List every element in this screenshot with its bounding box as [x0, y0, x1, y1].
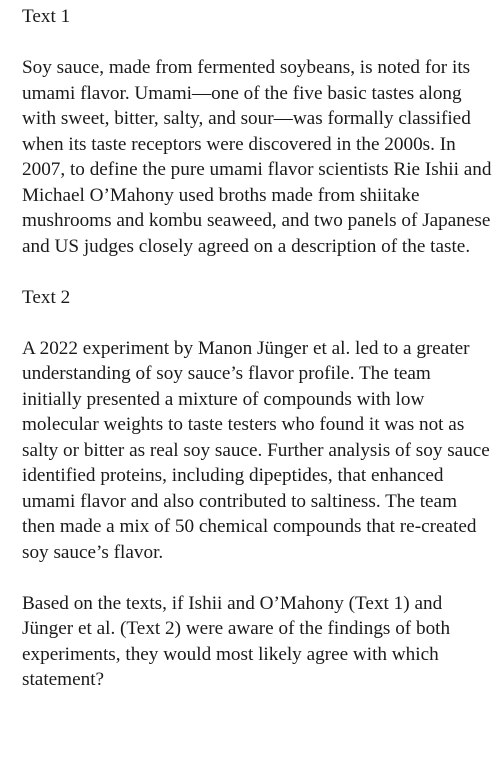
text-2-body: A 2022 experiment by Manon Jünger et al. led to a greater understanding of soy sauce’s flavor profile. The team initially presented a mixture of compounds with low molecular weights to taste testers who found it was not as salty or bitter as real soy sauce. Further analysis of soy sauce identified proteins, including dipeptides, that enhanced umami flavor and also contributed to saltiness. The team then made a mix of 50 chemical compounds that re-created soy sauce’s flavor.: [22, 337, 490, 563]
text-2-heading: Text 2: [22, 286, 71, 308]
reading-passage: [22, 4, 492, 693]
text-1-body: Soy sauce, made from fermented soybeans, is noted for its umami flavor. Umami—one of the five basic tastes along with sweet, bitter, salty, and sour—was formally classified when its taste receptors were discovered in the 2000s. In 2007, to define the pure umami flavor scientists Rie Ishii and Michael O’Mahony used broths made from shiitake mushrooms and kombu seaweed, and two panels of Japanese and US judges closely agreed on a description of the taste.: [22, 57, 492, 257]
text-1-heading: Text 1: [22, 6, 71, 27]
question-prompt: Based on the texts, if Ishii and O’Mahony (Text 1) and Jünger et al. (Text 2) were aware of the findings of both experiments, they would most likely agree with which statement?: [22, 592, 451, 690]
